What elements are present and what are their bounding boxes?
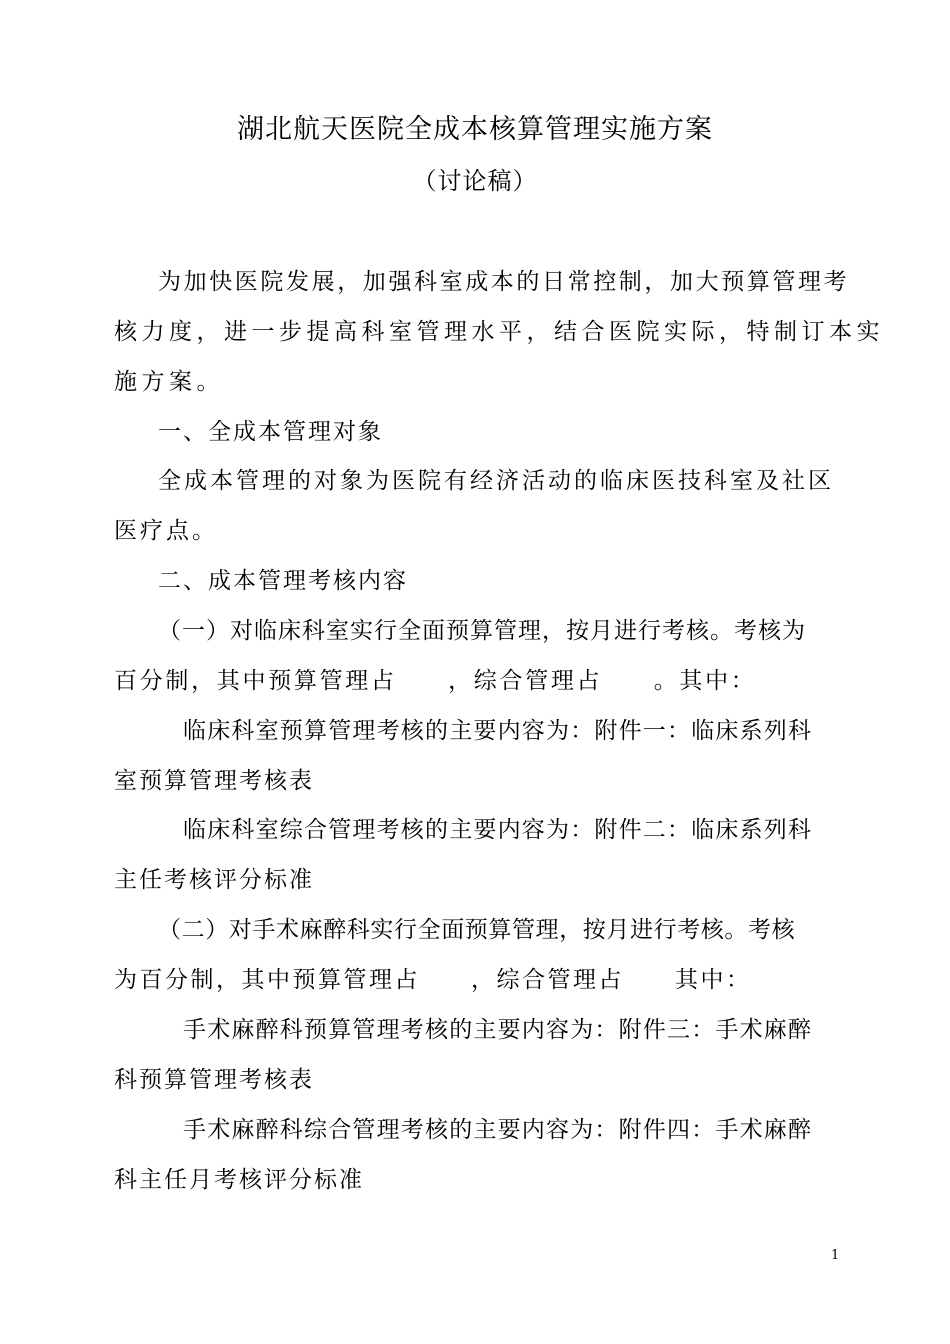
body-line: 手术麻醉科预算管理考核的主要内容为：附件三：手术麻醉 <box>183 1017 813 1043</box>
body-line: 科预算管理考核表 <box>114 1067 314 1093</box>
body-line: （二）对手术麻醉科实行全面预算管理，按月进行考核。考核 <box>158 917 796 943</box>
body-line: 为百分制，其中预算管理占 ，综合管理占 其中： <box>114 967 752 993</box>
body-line: 为加快医院发展，加强科室成本的日常控制，加大预算管理考 <box>158 269 850 295</box>
page-number: 1 <box>831 1248 840 1263</box>
body-line: 医疗点。 <box>114 518 218 544</box>
body-line: 全成本管理的对象为医院有经济活动的临床医技科室及社区 <box>158 468 834 494</box>
body-line: 手术麻醉科综合管理考核的主要内容为：附件四：手术麻醉 <box>183 1117 813 1143</box>
body-line: 主任考核评分标准 <box>114 867 314 893</box>
document-title: 湖北航天医院全成本核算管理实施方案 <box>237 114 713 145</box>
body-line: 临床科室综合管理考核的主要内容为：附件二：临床系列科 <box>183 817 813 843</box>
body-line: 百分制，其中预算管理占 ，综合管理占 。其中： <box>114 668 757 694</box>
section-heading: 一、全成本管理对象 <box>158 419 383 445</box>
body-line: 科主任月考核评分标准 <box>114 1167 364 1193</box>
body-line: （一）对临床科室实行全面预算管理，按月进行考核。考核为 <box>158 618 806 644</box>
document-subtitle: （讨论稿） <box>412 167 538 195</box>
body-line: 室预算管理考核表 <box>114 768 314 794</box>
body-line: 核力度，进一步提高科室管理水平，结合医院实际，特制订本实 <box>114 319 884 345</box>
body-line: 施方案。 <box>114 369 224 395</box>
section-heading: 二、成本管理考核内容 <box>158 568 408 594</box>
body-line: 临床科室预算管理考核的主要内容为：附件一：临床系列科 <box>183 718 813 744</box>
